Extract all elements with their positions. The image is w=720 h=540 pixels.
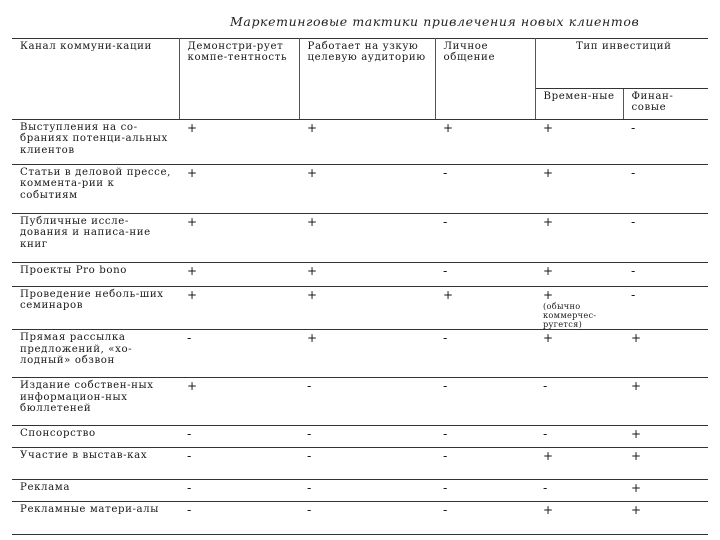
header-competence: Демонстри-рует компе-тентность [179, 39, 299, 120]
header-audience: Работает на узкую целевую аудиторию [299, 39, 435, 120]
table-title: Маркетинговые тактики привлечения новых клиентов [230, 14, 640, 29]
header-time: Времен-ные [535, 89, 623, 120]
audience-cell: + [299, 287, 435, 330]
time-cell: + [535, 330, 623, 378]
channel-cell: Прямая рассылка предложений, «хо-лодный» обзвон [12, 330, 179, 378]
financial-cell: + [623, 426, 708, 448]
personal-cell: - [435, 330, 535, 378]
competence-cell: - [179, 448, 299, 480]
time-cell: + [535, 120, 623, 165]
personal-cell: - [435, 480, 535, 502]
channel-cell: Проекты Pro bono [12, 263, 179, 287]
personal-cell: - [435, 165, 535, 214]
channel-cell: Спонсорство [12, 426, 179, 448]
header-personal: Личное общение [435, 39, 535, 120]
personal-cell: - [435, 214, 535, 263]
personal-cell: + [435, 120, 535, 165]
financial-cell: - [623, 263, 708, 287]
channel-cell: Участие в выстав-ках [12, 448, 179, 480]
header-investment: Тип инвестиций [535, 39, 708, 89]
competence-cell: + [179, 287, 299, 330]
personal-cell: - [435, 426, 535, 448]
audience-cell: + [299, 214, 435, 263]
competence-cell: - [179, 502, 299, 535]
time-cell: + [535, 165, 623, 214]
audience-cell: + [299, 120, 435, 165]
financial-cell: - [623, 287, 708, 330]
table-row [12, 263, 708, 287]
table-row [12, 214, 708, 263]
audience-cell: + [299, 165, 435, 214]
personal-cell: + [435, 287, 535, 330]
personal-cell: - [435, 378, 535, 426]
financial-cell: + [623, 448, 708, 480]
header-channel: Канал коммуни-кации [12, 39, 179, 120]
competence-cell: - [179, 330, 299, 378]
time-cell: + [535, 214, 623, 263]
financial-cell: - [623, 120, 708, 165]
audience-cell: - [299, 502, 435, 535]
channel-cell: Реклама [12, 480, 179, 502]
table-row [12, 502, 708, 535]
financial-cell: + [623, 480, 708, 502]
personal-cell: - [435, 502, 535, 535]
tactics-table [12, 38, 708, 535]
table-row [12, 287, 708, 330]
table-row [12, 165, 708, 214]
channel-cell: Издание собствен-ных информацион-ных бюллетеней [12, 378, 179, 426]
channel-cell: Проведение неболь-ших семинаров [12, 287, 179, 330]
audience-cell: - [299, 378, 435, 426]
competence-cell: + [179, 120, 299, 165]
table-row [12, 480, 708, 502]
table-row [12, 448, 708, 480]
table-row [12, 330, 708, 378]
channel-cell: Публичные иссле-дования и написа-ние книг [12, 214, 179, 263]
competence-cell: + [179, 263, 299, 287]
channel-cell: Статьи в деловой прессе, коммента-рии к событиям [12, 165, 179, 214]
competence-cell: + [179, 165, 299, 214]
time-note: (обычно коммерчес-ругется) [543, 301, 597, 329]
audience-cell: - [299, 448, 435, 480]
header-financial: Финан-совые [623, 89, 708, 120]
channel-cell: Выступления на со-браниях потенци-альных клиентов [12, 120, 179, 165]
channel-cell: Рекламные матери-алы [12, 502, 179, 535]
competence-cell: + [179, 378, 299, 426]
table-row [12, 378, 708, 426]
audience-cell: - [299, 426, 435, 448]
audience-cell: + [299, 263, 435, 287]
financial-cell: - [623, 214, 708, 263]
competence-cell: + [179, 214, 299, 263]
time-cell: + [535, 502, 623, 535]
competence-cell: - [179, 480, 299, 502]
time-cell: - [535, 426, 623, 448]
table-row [12, 426, 708, 448]
time-cell: - [535, 378, 623, 426]
audience-cell: - [299, 480, 435, 502]
audience-cell: + [299, 330, 435, 378]
time-cell [535, 287, 623, 330]
time-cell: - [535, 480, 623, 502]
competence-cell: - [179, 426, 299, 448]
personal-cell: - [435, 263, 535, 287]
financial-cell: + [623, 502, 708, 535]
time-cell: + [535, 263, 623, 287]
table-row [12, 120, 708, 165]
financial-cell: + [623, 330, 708, 378]
time-cell: + [535, 448, 623, 480]
personal-cell: - [435, 448, 535, 480]
financial-cell: + [623, 378, 708, 426]
time-mark: + [543, 288, 554, 302]
financial-cell: - [623, 165, 708, 214]
